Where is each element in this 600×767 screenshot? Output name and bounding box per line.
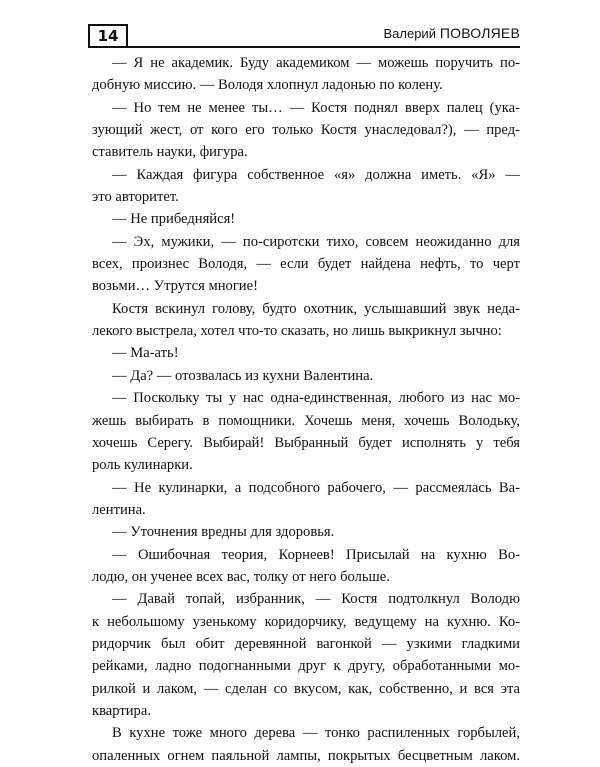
text-line: жешь выбирать в помощники. Хочешь меня, хочешь Володьку, [92, 412, 520, 429]
text-line: — Давай топай, избранник, — Костя подтолкнул Володю [112, 591, 520, 608]
text-line: В кухне тоже много дерева — тонко распиленных горбылей, [112, 725, 520, 742]
text-line: — Не кулинарки, а подсобного рабочего, — рассмеялась Ва- [112, 479, 520, 496]
text-line: лекого выстрела, хотел что-то сказать, но лишь выкрикнул зычно: [92, 323, 502, 340]
text-line: — Не прибедняйся! [112, 211, 236, 228]
text-line: — Уточнения вредны для здоровья. [112, 524, 335, 541]
text-line: ридорчик был обит деревянной вагонкой — узкими гладкими [92, 635, 520, 652]
text-line: всех, произнес Володя, — если будет найдена нефть, то черт [92, 256, 520, 273]
text-line: добную миссию. — Володя хлопнул ладонью по колену. [92, 77, 443, 94]
text-line: рейками, ладно подогнанными друг к другу, обработанными мо- [92, 658, 520, 675]
text-line: хочешь Серегу. Выбирай! Выбранный будет исполнять у тебя [92, 434, 520, 451]
text-line: — Я не академик. Буду академиком — можешь поручить по- [112, 55, 520, 71]
body-text [92, 52, 520, 767]
page-number: 14 [88, 24, 128, 48]
running-head-author [383, 23, 520, 44]
author-first-name: Валерий [383, 26, 436, 41]
text-line: — Но тем не менее ты… — Костя поднял вверх палец (ука- [112, 99, 520, 116]
text-line: рилкой и лаком, — сделан со вкусом, как, собственно, и вся эта [92, 680, 520, 697]
text-line: — Эх, мужики, — по-сиротски тихо, совсем неожиданно для [112, 233, 520, 250]
text-line: зующий жест, от кого его только Костя унаследовал?), — пред- [92, 122, 520, 139]
text-line: лентина. [92, 501, 146, 518]
text-line: — Ма-ать! [112, 345, 179, 362]
author-last-name: ПОВОЛЯЕВ [439, 25, 520, 41]
text-line: это авторитет. [92, 189, 179, 206]
text-line: опаленных огнем паяльной лампы, покрытых бесцветным лаком. [92, 747, 520, 764]
text-line: — Да? — отозвалась из кухни Валентина. [112, 367, 374, 384]
text-line: к небольшому узенькому коридорчику, ведущему на кухню. Ко- [92, 613, 520, 630]
page-header [88, 20, 520, 48]
text-line: лодю, он ученее всех вас, толку от него больше. [92, 568, 390, 585]
text-line: Костя вскинул голову, будто охотник, услышавший звук неда- [112, 300, 520, 317]
text-line: роль кулинарки. [92, 457, 193, 474]
text-line: — Каждая фигура собственное «я» должна иметь. «Я» — [112, 166, 520, 183]
text-line: ставитель науки, фигура. [92, 144, 248, 161]
text-line: квартира. [92, 702, 151, 719]
text-line: — Поскольку ты у нас одна-единственная, любого из нас мо- [112, 390, 520, 407]
text-line: возьми… Утрутся многие! [92, 278, 258, 295]
text-line: — Ошибочная теория, Корнеев! Присылай на кухню Во- [112, 546, 520, 563]
